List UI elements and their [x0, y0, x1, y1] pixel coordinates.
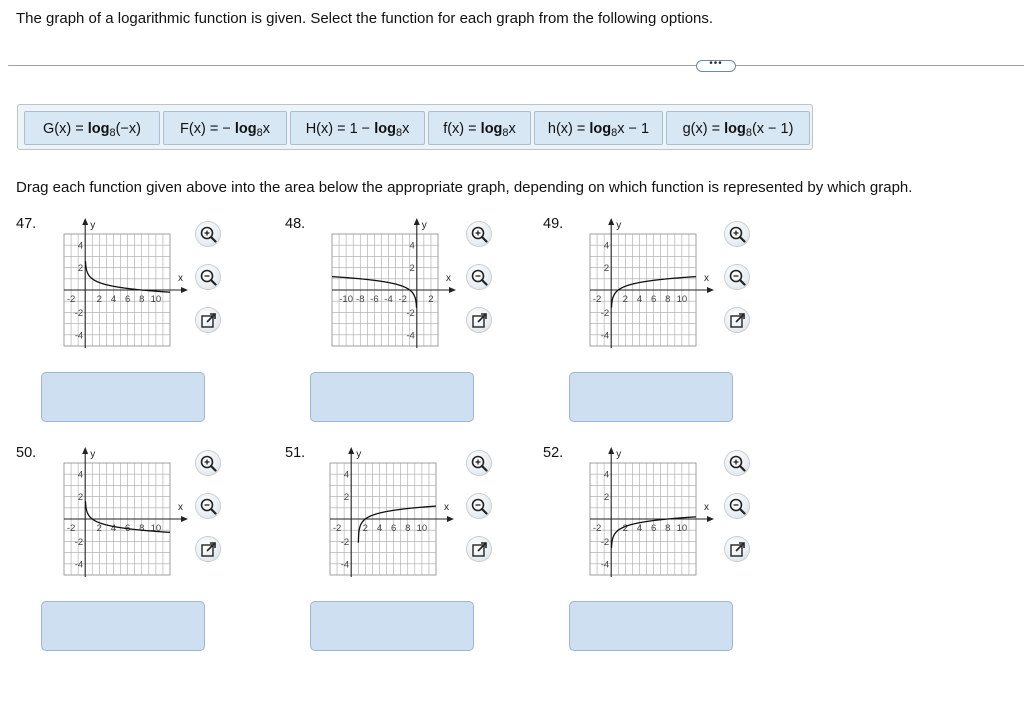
x-tick-label: 4 [110, 523, 117, 534]
x-tick-label: 4 [636, 523, 643, 534]
x-tick-label: 6 [124, 523, 131, 534]
zoom-in-icon [470, 225, 488, 243]
x-axis-label: x [178, 273, 183, 284]
x-tick-label: 10 [676, 523, 688, 534]
x-tick-label: 6 [124, 294, 131, 305]
answer-drop-zone-52[interactable] [569, 601, 733, 651]
x-axis-arrow [181, 516, 188, 522]
x-tick-label: -2 [66, 294, 76, 305]
open-in-new-window-button[interactable] [467, 537, 491, 561]
x-axis-label: x [178, 502, 183, 513]
x-tick-label: 2 [96, 523, 102, 534]
zoom-out-icon [199, 497, 217, 515]
x-tick-label: 4 [636, 294, 643, 305]
zoom-in-icon [728, 454, 746, 472]
x-axis-arrow [707, 516, 714, 522]
problem-number: 49. [543, 216, 564, 232]
x-axis-label: x [444, 502, 449, 513]
open-in-new-window-button[interactable] [467, 308, 491, 332]
external-link-icon [470, 540, 488, 558]
problem-number: 48. [285, 216, 306, 232]
external-link-icon [199, 540, 217, 558]
zoom-in-button[interactable] [196, 222, 220, 246]
x-tick-label: -6 [370, 294, 379, 305]
instruction-text: Drag each function given above into the area below the appropriate graph, depending on which function is represented by which graph. [16, 179, 913, 196]
x-tick-label: 2 [362, 523, 368, 534]
y-tick-label: -4 [406, 330, 415, 342]
answer-drop-zone-48[interactable] [310, 372, 474, 422]
option-f[interactable]: $f(x) = \log_8x$ [428, 111, 531, 145]
y-tick-label: -2 [74, 536, 84, 548]
zoom-in-icon [199, 225, 217, 243]
question-text: The graph of a logarithmic function is given. Select the function for each graph from the following options. [16, 10, 714, 27]
option-h[interactable]: $h(x) = \log_8x - 1$ [534, 111, 663, 145]
zoom-out-icon [199, 268, 217, 286]
divider [8, 65, 1024, 66]
zoom-out-button[interactable] [467, 265, 491, 289]
x-tick-label: 6 [390, 523, 397, 534]
zoom-in-button[interactable] [725, 451, 749, 475]
zoom-in-icon [199, 454, 217, 472]
x-tick-label: 10 [150, 523, 162, 534]
y-axis-arrow [348, 447, 354, 454]
zoom-out-icon [470, 268, 488, 286]
external-link-icon [728, 311, 746, 329]
y-tick-label: -4 [74, 330, 84, 342]
zoom-in-button[interactable] [467, 451, 491, 475]
y-tick-label: -2 [600, 307, 610, 319]
y-axis-label: y [90, 220, 96, 231]
x-tick-label: -2 [592, 294, 602, 305]
zoom-out-button[interactable] [196, 494, 220, 518]
x-tick-label: 2 [622, 523, 628, 534]
y-tick-label: 2 [77, 492, 84, 504]
y-axis-arrow [608, 447, 614, 454]
open-in-new-window-button[interactable] [725, 537, 749, 561]
external-link-icon [470, 311, 488, 329]
problem-number: 52. [543, 445, 564, 461]
x-axis-arrow [447, 516, 454, 522]
y-axis-label: y [616, 449, 622, 460]
y-axis-label: y [90, 449, 96, 460]
x-tick-label: 6 [650, 523, 657, 534]
x-axis-arrow [707, 287, 714, 293]
x-axis-arrow [181, 287, 188, 293]
x-tick-label: 4 [376, 523, 383, 534]
zoom-in-icon [728, 225, 746, 243]
y-tick-label: 4 [409, 240, 415, 252]
x-tick-label: -4 [384, 294, 393, 305]
zoom-out-button[interactable] [725, 265, 749, 289]
x-tick-label: -2 [592, 523, 602, 534]
x-tick-label: 8 [139, 294, 145, 305]
y-tick-label: 4 [603, 469, 610, 481]
y-tick-label: 4 [77, 469, 84, 481]
x-tick-label: -2 [332, 523, 342, 534]
zoom-out-icon [728, 497, 746, 515]
x-tick-label: 8 [665, 294, 671, 305]
x-axis-arrow [449, 287, 456, 293]
answer-drop-zone-47[interactable] [41, 372, 205, 422]
x-tick-label: 10 [150, 294, 162, 305]
zoom-in-button[interactable] [196, 451, 220, 475]
problem-number: 47. [16, 216, 37, 232]
y-tick-label: -4 [600, 559, 610, 571]
option-F[interactable]: F(x) = − $\log_8x$ [163, 111, 287, 145]
x-tick-label: -2 [66, 523, 76, 534]
y-tick-label: 4 [343, 469, 350, 481]
y-tick-label: 4 [603, 240, 610, 252]
zoom-out-icon [470, 497, 488, 515]
y-tick-label: 2 [77, 263, 84, 275]
open-in-new-window-button[interactable] [196, 308, 220, 332]
x-tick-label: 8 [405, 523, 411, 534]
y-tick-label: 4 [77, 240, 84, 252]
x-axis-label: x [704, 273, 709, 284]
problem-number: 50. [16, 445, 37, 461]
y-tick-label: -4 [340, 559, 350, 571]
y-tick-label: -4 [600, 330, 610, 342]
x-tick-label: 8 [665, 523, 671, 534]
answer-drop-zone-50[interactable] [41, 601, 205, 651]
y-axis-arrow [608, 218, 614, 225]
y-axis-arrow [414, 218, 420, 225]
x-axis-label: x [446, 273, 451, 284]
x-tick-label: 2 [428, 294, 434, 305]
zoom-out-icon [728, 268, 746, 286]
x-tick-label: -8 [356, 294, 365, 305]
y-tick-label: -2 [406, 307, 415, 319]
problem-number: 51. [285, 445, 306, 461]
more-button[interactable]: ••• [696, 60, 736, 72]
y-axis-label: y [421, 220, 427, 231]
zoom-out-button[interactable] [467, 494, 491, 518]
x-tick-label: 10 [676, 294, 688, 305]
x-tick-label: 2 [622, 294, 628, 305]
x-tick-label: -10 [339, 294, 354, 305]
y-tick-label: 2 [343, 492, 350, 504]
x-tick-label: 4 [110, 294, 117, 305]
option-G[interactable]: $G(x) = \log_8(-x)$ [24, 111, 160, 145]
zoom-in-button[interactable] [725, 222, 749, 246]
zoom-out-button[interactable] [196, 265, 220, 289]
answer-drop-zone-51[interactable] [310, 601, 474, 651]
y-tick-label: 2 [603, 263, 610, 275]
zoom-in-button[interactable] [467, 222, 491, 246]
zoom-out-button[interactable] [725, 494, 749, 518]
option-H[interactable]: $H(x) = 1 - \log_8x$ [290, 111, 425, 145]
x-tick-label: 2 [96, 294, 102, 305]
y-axis-arrow [82, 218, 88, 225]
x-tick-label: 10 [416, 523, 428, 534]
x-tick-label: 8 [139, 523, 145, 534]
external-link-icon [728, 540, 746, 558]
y-tick-label: 2 [603, 492, 610, 504]
x-tick-label: 6 [650, 294, 657, 305]
zoom-in-icon [470, 454, 488, 472]
y-tick-label: -4 [74, 559, 84, 571]
x-axis-label: x [704, 502, 709, 513]
y-axis-label: y [356, 449, 362, 460]
y-tick-label: -2 [340, 536, 350, 548]
open-in-new-window-button[interactable] [725, 308, 749, 332]
y-tick-label: -2 [74, 307, 84, 319]
y-axis-label: y [616, 220, 622, 231]
external-link-icon [199, 311, 217, 329]
y-axis-arrow [82, 447, 88, 454]
open-in-new-window-button[interactable] [196, 537, 220, 561]
answer-drop-zone-49[interactable] [569, 372, 733, 422]
y-tick-label: -2 [600, 536, 610, 548]
y-tick-label: 2 [409, 263, 415, 275]
x-tick-label: -2 [398, 294, 407, 305]
option-g[interactable]: $g(x) = \log_8(x - 1)$ [666, 111, 810, 145]
